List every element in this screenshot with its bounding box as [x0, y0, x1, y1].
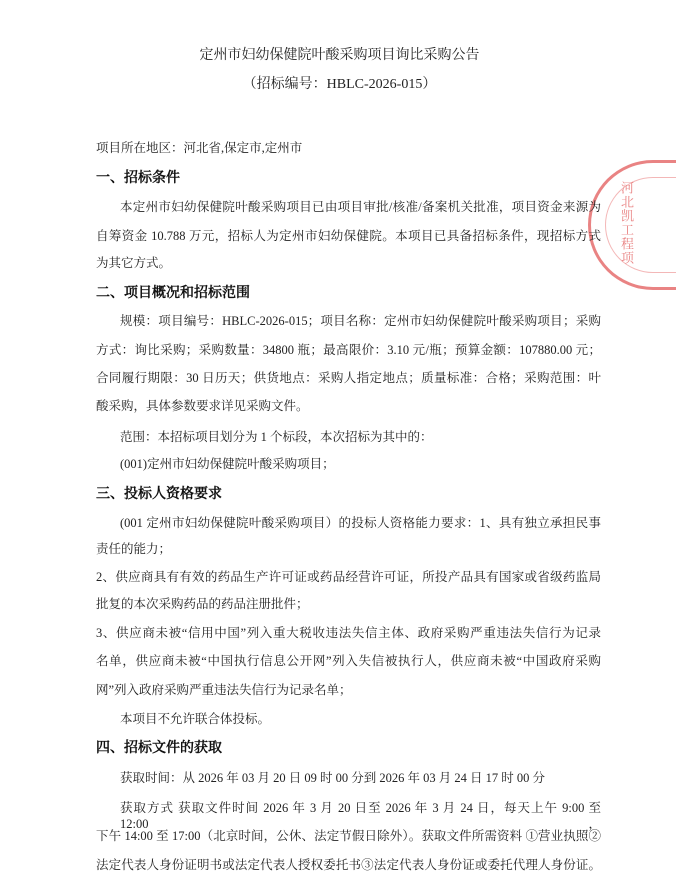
section-heading: 二、项目概况和招标范围 — [96, 285, 250, 301]
paragraph-line: 酸采购，具体参数要求详见采购文件。 — [96, 399, 309, 413]
paragraph-line: 网”列入政府采购严重违法失信行为记录名单； — [96, 683, 352, 697]
paragraph-line: 本定州市妇幼保健院叶酸采购项目已由项目审批/核准/备案机关批准，项目资金来源为 — [120, 200, 601, 214]
document-title: 定州市妇幼保健院叶酸采购项目询比采购公告 — [199, 48, 480, 63]
section-heading: 四、招标文件的获取 — [96, 740, 222, 756]
paragraph-line: 3、供应商未被“信用中国”列入重大税收违法失信主体、政府采购严重违法失信行为记录 — [96, 626, 601, 640]
seal-text: 河北凯工程项 — [619, 181, 634, 265]
official-seal — [588, 160, 676, 290]
paragraph-line: 为其它方式。 — [96, 256, 172, 270]
paragraph-line: 责任的能力； — [96, 542, 172, 556]
paragraph-line: (001)定州市妇幼保健院叶酸采购项目； — [120, 457, 335, 471]
paragraph-line: 方式：询比采购；采购数量：34800 瓶；最高限价：3.10 元/瓶；预算金额：107880.00 元； — [96, 343, 601, 357]
paragraph-line: 2、供应商具有有效的药品生产许可证或药品经营许可证，所投产品具有国家或省级药监局 — [96, 570, 601, 584]
paragraph-line: (001 定州市妇幼保健院叶酸采购项目）的投标人资格能力要求：1、具有独立承担民事 — [120, 516, 601, 530]
section-heading: 一、招标条件 — [96, 170, 180, 186]
paragraph-line: 名单，供应商未被“中国执行信息公开网”列入失信被执行人，供应商未被“中国政府采购 — [96, 654, 601, 668]
paragraph-line: 获取方式 获取文件时间 2026 年 3 月 20 日至 2026 年 3 月 24 日，每天上午 9:00 至 12:00， — [120, 801, 601, 831]
paragraph-line: 合同履行期限：30 日历天；供货地点：采购人指定地点；质量标准：合格；采购范围：叶 — [96, 371, 601, 385]
project-region: 项目所在地区：河北省,保定市,定州市 — [96, 141, 303, 155]
bid-number: （招标编号：HBLC-2026-015） — [242, 77, 437, 92]
section-heading: 三、投标人资格要求 — [96, 486, 222, 502]
paragraph-line: 自筹资金 10.788 万元，招标人为定州市妇幼保健院。本项目已具备招标条件，现招标方式 — [96, 229, 601, 243]
paragraph-line: 获取时间：从 2026 年 03 月 20 日 09 时 00 分到 2026 年 03 月 24 日 17 时 00 分 — [120, 771, 546, 785]
paragraph-line: 法定代表人身份证明书或法定代表人授权委托书③法定代表人身份证或委托代理人身份证。 — [96, 858, 601, 872]
paragraph-line: 批复的本次采购药品的药品注册批件； — [96, 597, 309, 611]
paragraph-line: 下午 14:00 至 17:00（北京时间，公休、法定节假日除外）。获取文件所需资料 ①营业执照② — [96, 829, 601, 843]
paragraph-line: 范围：本招标项目划分为 1 个标段，本次招标为其中的： — [120, 430, 433, 444]
paragraph-line: 规模：项目编号：HBLC-2026-015；项目名称：定州市妇幼保健院叶酸采购项目；采购 — [120, 314, 601, 328]
paragraph-line: 本项目不允许联合体投标。 — [120, 712, 271, 726]
